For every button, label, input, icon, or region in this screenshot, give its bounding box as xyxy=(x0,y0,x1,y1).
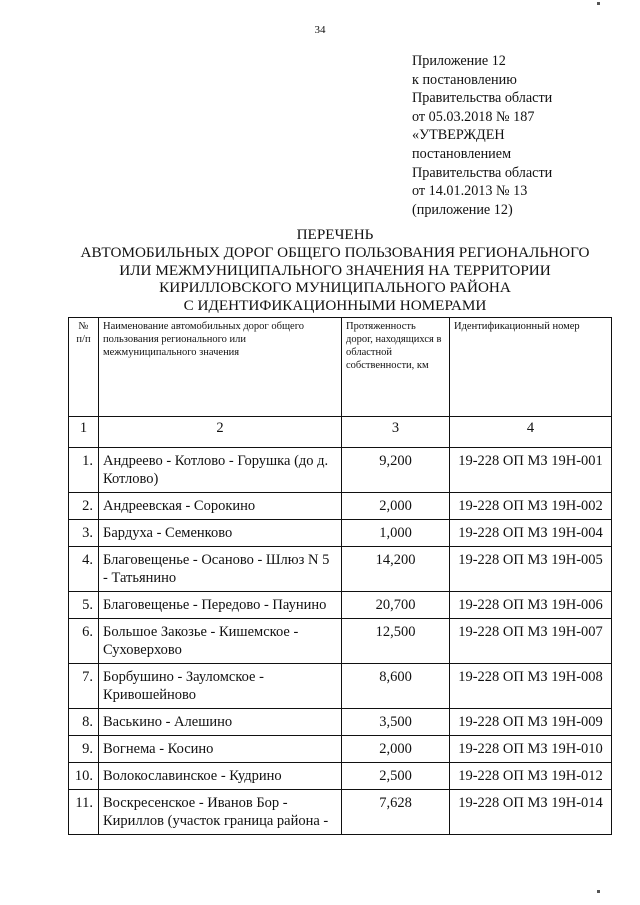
table-row xyxy=(69,547,612,592)
scan-mark xyxy=(597,890,600,893)
table-row xyxy=(69,619,612,664)
appendix-line: (приложение 12) xyxy=(412,201,513,218)
title-line: ИЛИ МЕЖМУНИЦИПАЛЬНОГО ЗНАЧЕНИЯ НА ТЕРРИТОРИИ xyxy=(119,261,551,279)
road-id: 19-228 ОП МЗ 19Н-014 xyxy=(450,790,612,835)
road-id: 19-228 ОП МЗ 19Н-004 xyxy=(450,520,612,547)
table-header-row xyxy=(69,318,612,417)
road-length: 1,000 xyxy=(342,520,450,547)
row-number: 3. xyxy=(69,520,99,547)
column-number: 2 xyxy=(99,417,342,448)
header-num: № п/п xyxy=(69,318,99,417)
column-number: 3 xyxy=(342,417,450,448)
road-name: Воскресенское - Иванов Бор - Кириллов (участок граница района - xyxy=(99,790,342,835)
row-number: 8. xyxy=(69,709,99,736)
title-line: С ИДЕНТИФИКАЦИОННЫМИ НОМЕРАМИ xyxy=(183,297,487,315)
road-name: Большое Закозье - Кишемское - Суховерхово xyxy=(99,619,342,664)
appendix-line: Правительства области xyxy=(412,90,553,107)
appendix-line: от 14.01.2013 № 13 xyxy=(412,183,528,200)
road-length: 2,000 xyxy=(342,493,450,520)
table-row xyxy=(69,709,612,736)
road-name: Андреевская - Сорокино xyxy=(99,493,342,520)
road-name: Борбушино - Зауломское - Кривошейново xyxy=(99,664,342,709)
road-name: Бардуха - Семенково xyxy=(99,520,342,547)
table-row xyxy=(69,763,612,790)
title-line: ПЕРЕЧЕНЬ xyxy=(296,226,374,243)
header-id: Идентификационный номер xyxy=(450,318,612,417)
table-row xyxy=(69,520,612,547)
document-title xyxy=(40,226,630,315)
appendix-line: постановлением xyxy=(412,145,512,162)
road-length: 3,500 xyxy=(342,709,450,736)
road-name: Вогнема - Косино xyxy=(99,736,342,763)
row-number: 2. xyxy=(69,493,99,520)
column-number: 1 xyxy=(69,417,99,448)
road-id: 19-228 ОП МЗ 19Н-008 xyxy=(450,664,612,709)
scan-mark xyxy=(597,2,600,5)
table-row xyxy=(69,493,612,520)
appendix-line: к постановлению xyxy=(412,71,517,88)
road-name: Благовещенье - Осаново - Шлюз N 5 - Татьянино xyxy=(99,547,342,592)
appendix-line: от 05.03.2018 № 187 xyxy=(412,108,535,125)
road-id: 19-228 ОП МЗ 19Н-006 xyxy=(450,592,612,619)
road-name: Благовещенье - Передово - Паунино xyxy=(99,592,342,619)
table-row xyxy=(69,736,612,763)
row-number: 5. xyxy=(69,592,99,619)
table-row xyxy=(69,664,612,709)
road-id: 19-228 ОП МЗ 19Н-002 xyxy=(450,493,612,520)
appendix-line: Приложение 12 xyxy=(412,53,506,69)
road-id: 19-228 ОП МЗ 19Н-009 xyxy=(450,709,612,736)
road-length: 20,700 xyxy=(342,592,450,619)
title-line: КИРИЛЛОВСКОГО МУНИЦИПАЛЬНОГО РАЙОНА xyxy=(159,279,511,297)
row-number: 10. xyxy=(69,763,99,790)
row-number: 7. xyxy=(69,664,99,709)
road-id: 19-228 ОП МЗ 19Н-007 xyxy=(450,619,612,664)
table-row xyxy=(69,448,612,493)
row-number: 6. xyxy=(69,619,99,664)
road-length: 9,200 xyxy=(342,448,450,493)
road-id: 19-228 ОП МЗ 19Н-001 xyxy=(450,448,612,493)
title-line: АВТОМОБИЛЬНЫХ ДОРОГ ОБЩЕГО ПОЛЬЗОВАНИЯ РЕГИОНАЛЬНОГО xyxy=(80,243,590,261)
road-length: 12,500 xyxy=(342,619,450,664)
road-name: Васькино - Алешино xyxy=(99,709,342,736)
row-number: 4. xyxy=(69,547,99,592)
road-id: 19-228 ОП МЗ 19Н-005 xyxy=(450,547,612,592)
table-row xyxy=(69,592,612,619)
header-length: Протяженность дорог, находящихся в областной собственности, км xyxy=(342,318,450,417)
road-id: 19-228 ОП МЗ 19Н-012 xyxy=(450,763,612,790)
road-length: 2,500 xyxy=(342,763,450,790)
road-id: 19-228 ОП МЗ 19Н-010 xyxy=(450,736,612,763)
road-length: 2,000 xyxy=(342,736,450,763)
road-length: 8,600 xyxy=(342,664,450,709)
road-name: Андреево - Котлово - Горушка (до д. Котлово) xyxy=(99,448,342,493)
row-number: 9. xyxy=(69,736,99,763)
column-number: 4 xyxy=(450,417,612,448)
column-number-row xyxy=(69,417,612,448)
appendix-line: Правительства области xyxy=(412,164,553,181)
road-length: 7,628 xyxy=(342,790,450,835)
road-name: Волокославинское - Кудрино xyxy=(99,763,342,790)
header-name: Наименование автомобильных дорог общего пользования регионального или межмуниципального значения xyxy=(99,318,342,417)
page-number: 34 xyxy=(314,24,326,36)
appendix-line: «УТВЕРЖДЕН xyxy=(412,127,505,144)
roads-table xyxy=(68,317,612,835)
table-row xyxy=(69,790,612,835)
appendix-block xyxy=(412,52,612,219)
road-length: 14,200 xyxy=(342,547,450,592)
row-number: 11. xyxy=(69,790,99,835)
row-number: 1. xyxy=(69,448,99,493)
